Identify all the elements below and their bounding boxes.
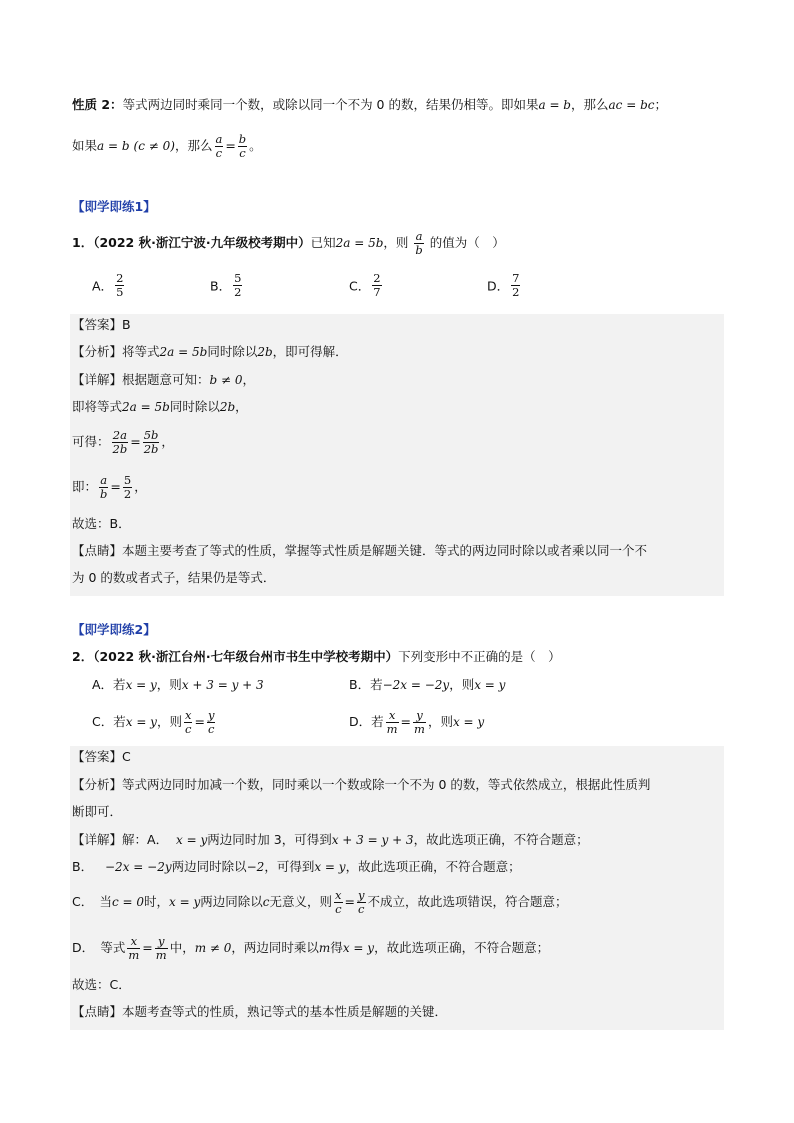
answer-tag: 【答案】 [72, 317, 123, 332]
ex2-option-c[interactable]: C．若x = y，则 $\frac{x}{c}$ = $\frac{y}{c}$ [92, 708, 215, 736]
detail-tag: 【详解】 [72, 832, 123, 847]
analysis-tag: 【分析】 [72, 344, 123, 359]
ex1-detail-3: 可得： $\frac{2a}{2b}$ = $\frac{5b}{2b}$ ， [72, 428, 174, 456]
property-eq2: ac = bc [608, 98, 655, 112]
ex2-option-a[interactable]: A．若x = y，则x + 3 = y + 3 [92, 677, 264, 692]
property-line-1 [72, 95, 667, 115]
option-label: B． [210, 278, 232, 294]
property-then2: ，那么 [174, 138, 213, 153]
ex1-option-d[interactable]: D． $\frac{7}{2}$ [487, 271, 520, 299]
property-line-2 [72, 132, 262, 160]
tip-tag: 【点睛】 [72, 543, 123, 558]
ex2-detail-c: C． 当c = 0时，x = y两边同除以c无意义，则 $\frac{x}{c}$ = $\frac{y}{c}$ 不成立，故此选项错误，符合题意； [72, 888, 568, 916]
ex2-question: 2．（2022 秋·浙江台州·七年级台州市书生中学校考期中）下列变形中不正确的是（ ） [72, 649, 561, 664]
ex1-choose: 故选：B． [72, 516, 131, 531]
property-eq1: a = b [538, 98, 571, 112]
property-eq-sign: = [225, 138, 236, 153]
property-semi: ； [654, 97, 667, 112]
ex1-question [72, 230, 505, 257]
property-text: 等式两边同时乘同一个数，或除以同一个不为 0 的数，结果仍相等。即如果 [122, 97, 539, 112]
tip-tag: 【点睛】 [72, 1004, 123, 1019]
ex2-analysis-2: 断即可． [72, 804, 123, 819]
ex1-detail-2: 即将等式2a = 5b同时除以2b， [72, 399, 248, 414]
property-if: 如果 [72, 138, 98, 153]
ex1-num: 1． [72, 235, 94, 250]
property-fraction-left: $\frac{a}{c}$ [215, 132, 223, 160]
answer-value: C [122, 749, 131, 764]
ex1-eq: 2a = 5b [335, 236, 384, 250]
detail-tag: 【详解】 [72, 372, 123, 387]
ex1-answer [72, 315, 131, 335]
ex1-option-c[interactable]: C． $\frac{2}{7}$ [349, 271, 381, 299]
answer-tag: 【答案】 [72, 749, 123, 764]
ex1-tip-2: 为 0 的数或者式子，结果仍是等式． [72, 570, 276, 585]
ex2-detail-b: B． −2x = −2y两边同时除以−2，可得到x = y，故此选项正确，不符合题意； [72, 859, 521, 874]
ex2-tip: 【点睛】本题考查等式的性质，熟记等式的基本性质是解题的关键． [72, 1004, 448, 1019]
option-label: A． [92, 278, 114, 294]
ex1-pre: 已知 [310, 235, 336, 250]
ex2-analysis-1: 【分析】等式两边同时加减一个数，同时乘以一个数或除一个不为 0 的数，等式依然成立，根据此性质判 [72, 777, 651, 792]
option-label: D． [487, 278, 510, 294]
property-label: 性质 2： [72, 97, 123, 112]
ex2-heading: 【即学即练2】 [72, 622, 156, 637]
ex1-source: （2022 秋·浙江宁波·九年级校考期中） [93, 235, 311, 250]
ex1-fraction: $\frac{a}{b}$ [415, 229, 423, 257]
ex1-mid: ，则 [383, 235, 409, 250]
ex2-option-d[interactable]: D．若 $\frac{x}{m}$ = $\frac{y}{m}$ ，则x = y [349, 708, 485, 736]
ex2-choose: 故选：C． [72, 977, 131, 992]
ex2-answer [72, 747, 131, 767]
ex1-option-b[interactable]: B． $\frac{5}{2}$ [210, 271, 242, 299]
ex1-heading: 【即学即练1】 [72, 199, 156, 214]
property-cond: (c ≠ 0) [133, 139, 175, 153]
ex1-analysis: 【分析】将等式2a = 5b同时除以2b，即可得解． [72, 344, 348, 359]
ex2-option-b[interactable]: B．若−2x = −2y，则x = y [349, 677, 506, 692]
ex1-detail-1: 【详解】根据题意可知：b ≠ 0， [72, 372, 256, 387]
answer-value: B [122, 317, 131, 332]
ex2-detail-a: 【详解】解：A． x = y两边同时加 3，可得到x + 3 = y + 3，故此选项正确，不符合题意； [72, 832, 589, 847]
analysis-tag: 【分析】 [72, 777, 123, 792]
property-then: ，那么 [571, 97, 609, 112]
ex1-option-a[interactable]: A． $\frac{2}{5}$ [92, 271, 124, 299]
property-end: 。 [249, 138, 262, 153]
ex2-detail-d: D． 等式 $\frac{x}{m}$ = $\frac{y}{m}$ 中，m ≠ 0，两边同时乘以m得x = y，故此选项正确，不符合题意； [72, 934, 550, 962]
ex1-detail-4: 即： $\frac{a}{b}$ = $\frac{5}{2}$ ， [72, 473, 147, 501]
ex1-tip-1: 【点睛】本题主要考查了等式的性质，掌握等式性质是解题关键．等式的两边同时除以或者乘以同一个不 [72, 543, 648, 558]
ex1-post: 的值为（ ） [429, 235, 505, 250]
property-fraction-right: $\frac{b}{c}$ [238, 132, 247, 160]
option-label: C． [349, 278, 371, 294]
property-eq3: a = b [97, 139, 130, 153]
